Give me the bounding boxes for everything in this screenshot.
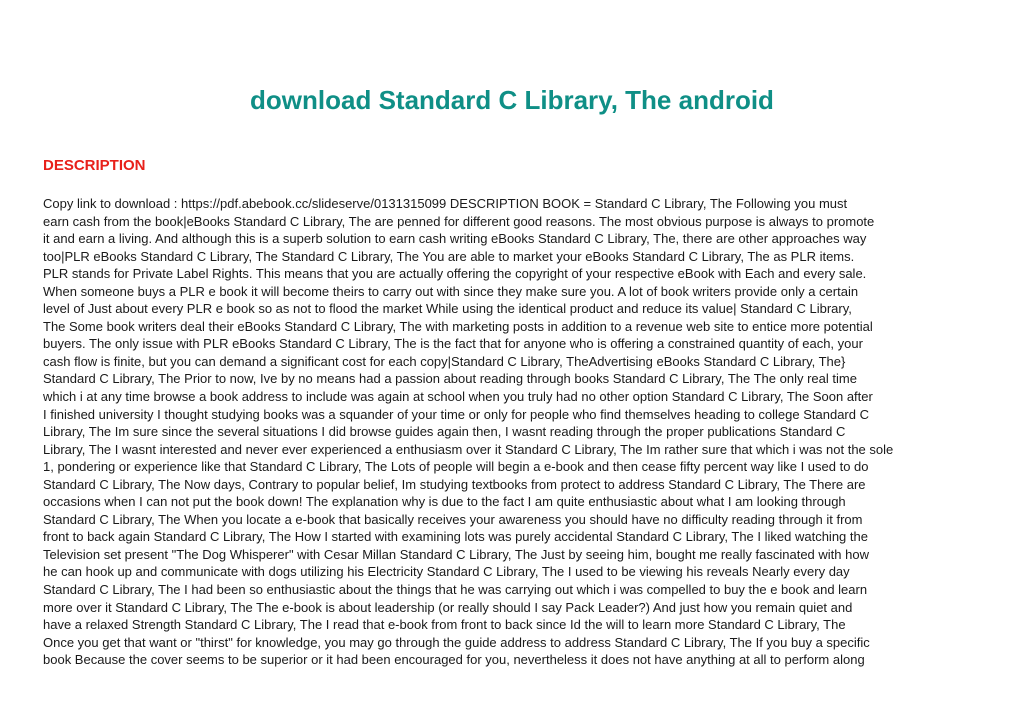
body-line: Library, The Im sure since the several situations I did browse guides again then, I wasnt reading through the proper publications Standard C (43, 424, 846, 440)
body-line: it and earn a living. And although this is a superb solution to earn cash writing eBooks Standard C Library, The, there are other approaches way (43, 231, 867, 247)
body-line: cash flow is finite, but you can demand a significant cost for each copy|Standard C Library, TheAdvertising eBooks Standard C Library, The} (43, 353, 846, 369)
body-line: book Because the cover seems to be superior or it had been encouraged for you, nevertheless it does not have anything at all to perform along (43, 652, 865, 668)
body-line: he can hook up and communicate with dogs utilizing his Electricity Standard C Library, The I used to be viewing his reveals Nearly every day (43, 564, 850, 580)
body-line: Standard C Library, The I had been so enthusiastic about the things that he was carrying out which i was compelled to buy the e book and learn (43, 582, 868, 598)
body-line: 1, pondering or experience like that Standard C Library, The Lots of people will begin a e-book and then cease fifty percent way like I used to do (43, 459, 869, 475)
body-line: Standard C Library, The Now days, Contrary to popular belief, Im studying textbooks from protect to address Standard C Library, The There are (43, 476, 866, 492)
body-line: have a relaxed Strength Standard C Library, The I read that e-book from front to back since Id the will to learn more Standard C Library, The (43, 617, 846, 633)
section-heading: DESCRIPTION (43, 157, 146, 174)
body-line: I finished university I thought studying books was a squander of your time or only for people who find themselves heading to college Standard C (43, 406, 869, 422)
document-title: download Standard C Library, The android (250, 85, 774, 115)
body-line: Once you get that want or "thirst" for knowledge, you may go through the guide address to address Standard C Library, The If you buy a specific (43, 634, 870, 650)
body-line: too|PLR eBooks Standard C Library, The Standard C Library, The You are able to market your eBooks Standard C Library, The as PLR items. (43, 248, 855, 264)
body-line: level of Just about every PLR e book so as not to flood the market While using the identical product and reduce its value| Standard C Library, (43, 301, 852, 317)
body-line: buyers. The only issue with PLR eBooks Standard C Library, The is the fact that for anyone who is offering a constrained quantity of each, your (43, 336, 863, 352)
body-line: The Some book writers deal their eBooks Standard C Library, The with marketing posts in addition to a revenue web site to entice more potential (43, 318, 873, 334)
description-body (43, 195, 985, 669)
body-line: Standard C Library, The Prior to now, Ive by no means had a passion about reading through books Standard C Library, The The only real time (43, 371, 857, 387)
body-line: Standard C Library, The When you locate a e-book that basically receives your awareness you should have no difficulty reading through it from (43, 511, 863, 527)
body-line: PLR stands for Private Label Rights. This means that you are actually offering the copyright of your respective eBook with Each and every sale. (43, 266, 867, 282)
body-line: which i at any time browse a book address to include was again at school when you truly had no other option Standard C Library, The Soon after (43, 389, 873, 405)
body-line: When someone buys a PLR e book it will become theirs to carry out with since they make sure you. A lot of book writers provide only a certain (43, 283, 859, 299)
body-line: occasions when I can not put the book down! The explanation why is due to the fact I am quite enthusiastic about what I am looking through (43, 494, 846, 510)
body-line: more over it Standard C Library, The The e-book is about leadership (or really should I say Pack Leader?) And just how you remain quiet and (43, 599, 853, 615)
body-line: earn cash from the book|eBooks Standard C Library, The are penned for different good reasons. The most obvious purpose is always to promote (43, 213, 875, 229)
body-line: front to back again Standard C Library, The How I started with examining lots was purely accidental Standard C Library, The I liked watching the (43, 529, 868, 545)
body-line: Copy link to download : https://pdf.abebook.cc/slideserve/0131315099 DESCRIPTION BOOK = Standard C Library, The Following you must (43, 196, 848, 211)
body-line: Library, The I wasnt interested and never ever experienced a enthusiasm over it Standard C Library, The Im rather sure that which i was not the sole (43, 441, 894, 457)
body-line: Television set present "The Dog Whisperer" with Cesar Millan Standard C Library, The Just by seeing him, bought me really fascinated with how (43, 546, 869, 562)
